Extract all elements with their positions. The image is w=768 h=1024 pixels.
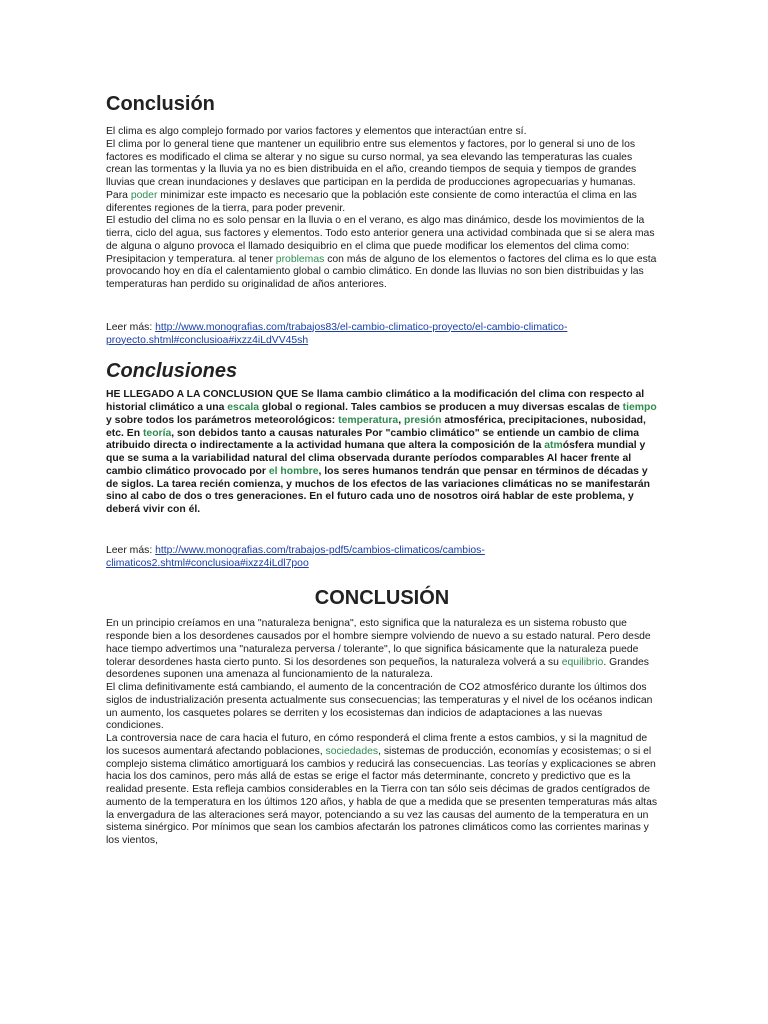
keyword-link[interactable]: sociedades — [325, 745, 379, 757]
keyword-link[interactable]: temperatura — [338, 414, 399, 426]
section3-paragraph: En un principio creíamos en una "naturaleza benigna", esto significa que la naturaleza es un sistema robusto que responde bien a los desordenes causados por el hombre siempre volviendo de nuevo a su estado natural. Pero desde hace tiempo advertimos una "naturaleza perversa / tolerante", lo que significa básicamente que la naturaleza puede tolerar desordenes hasta cierto punto. Si los desordenes son pequeños, la naturaleza volverá a su equilibrio. Grandes desordenes suponen una amenaza al funcionamiento de la naturaleza. — [106, 618, 651, 681]
keyword-link[interactable]: atm — [544, 440, 563, 452]
keyword-link[interactable]: escala — [227, 402, 260, 413]
section2-title: Conclusiones — [106, 360, 238, 383]
keyword-link[interactable]: teoría — [142, 427, 172, 439]
read-more — [106, 322, 658, 348]
section1-title: Conclusión — [106, 93, 215, 115]
document-page — [106, 90, 658, 848]
source-link[interactable]: http://www.monografias.com/trabajos-pdf5/cambios-climaticos/cambios-climaticos2.shtml#conclusioa#ixzz4iLdl7poo — [106, 544, 485, 569]
section1-paragraph: El estudio del clima no es solo pensar en la lluvia o en el verano, es algo mas dinámico, desde los movimientos de la tierra, ciclo del agua, sus factores y elementos. Todo esto anterior genera una actividad combinada que si se alera mas de alguna o alguno provoca el llamado desiquibrio en el clima que puede modificar los elementos del clima como: Presipitacion y temperatura. al tener problemas con más de alguno de los elementos o factores del clima es lo que esta provocando hoy en día el calentamiento global o cambio climático. En donde las lluvias no son bien distribuidas y las temperaturas han perdido su originalidad de años anteriores. — [106, 215, 657, 290]
section3-title: CONCLUSIÓN — [314, 587, 450, 610]
keyword-link[interactable]: el hombre — [268, 465, 319, 477]
section3-paragraph: El clima definitivamente está cambiando, el aumento de la concentración de CO2 atmosférico durante los últimos dos siglos de industrialización presenta actualmente sus consecuencias; las temperaturas y el nivel de los océanos indican un aumento, los casquetes polares se derriten y los ecosistemas dan indicios de adaptaciones a las nuevas condiciones. — [106, 682, 653, 732]
section3-paragraph: La controversia nace de cara hacia el futuro, en cómo responderá el clima frente a estos cambios, y si la magnitud de los sucesos aumentará afectando poblaciones, sociedades, sistemas de producción, economías y ecosistemas; o si el complejo sistema climático amortiguará los cambios y reducirá las consecuencias. Las teorías y explicaciones se abren hacia los dos caminos, pero más allá de estas se erige el factor más determinante, concreto y predictivo que es la realidad presente. Esta refleja cambios considerables en la Tierra con tan sólo seis décimas de grados centígrados de aumento de la temperatura en los últimos 120 años, y habla de que a medida que se presenten temperaturas más altas la envergadura de las alteraciones será mayor, potenciando a su vez las causas del aumento de la temperatura en un sistema sinérgico. Por mínimos que sean los cambios afectarán los patrones climáticos como las corrientes marinas y los vientos, — [106, 733, 658, 846]
keyword-link[interactable]: poder — [130, 189, 158, 201]
keyword-link[interactable]: tiempo — [622, 402, 657, 413]
read-more-label: Leer más: — [106, 321, 156, 333]
section2-paragraph: HE LLEGADO A LA CONCLUSION QUE Se llama cambio climático a la modificación del clima con respecto al historial climático a una escala global o regional. Tales cambios se producen a muy diversas escalas de tiempo y sobre todos los parámetros meteorológicos: temperatura, presión atmosférica, precipitaciones, nubosidad, etc. En teoría, son debidos tanto a causas naturales Por "cambio climático" se entiende un cambio de clima atribuido directa o indirectamente a la actividad humana que altera la composición de la atmósfera mundial y que se suma a la variabilidad natural del clima observada durante períodos comparables Al hacer frente al cambio climático provocado por el hombre, los seres humanos tendrán que pensar en términos de décadas y de siglos. La tarea recién comienza, y muchos de los efectos de las variaciones climáticas no se manifestarán sino al cabo de dos o tres generaciones. En el futuro cada uno de nosotros oirá hablar de este problema, y deberá vivir con él. — [106, 389, 657, 515]
keyword-link[interactable]: presión — [403, 414, 442, 426]
keyword-link[interactable]: problemas — [275, 253, 325, 265]
read-more — [106, 545, 658, 571]
section1-paragraph: Para poder minimizar este impacto es necesario que la población este consiente de como interactúa el clima en las diferentes regiones de la tierra, para poder prevenir. — [106, 189, 637, 214]
source-link[interactable]: http://www.monografias.com/trabajos83/el-cambio-climatico-proyecto/el-cambio-climatico-proyecto.shtml#conclusioa#ixzz4iLdVV45sh — [106, 321, 568, 346]
section1-paragraph: El clima por lo general tiene que mantener un equilibrio entre sus elementos y factores, por lo general si uno de los factores es modificado el clima se alterar y no sigue su curso normal, ya sea elevando las temperaturas las cuales crean las tormentas y la lluvia ya no es bien distribuida en el año, creando tiempos de sequia y tiempos de grandes lluvias que crean inundaciones y deslaves que participan en la perdida de producciones agropecuarias y humanas. — [106, 138, 637, 188]
keyword-link[interactable]: equilibrio — [561, 656, 604, 668]
read-more-label: Leer más: — [106, 544, 156, 556]
section1-paragraph: El clima es algo complejo formado por varios factores y elementos que interactúan entre sí. — [106, 126, 527, 137]
